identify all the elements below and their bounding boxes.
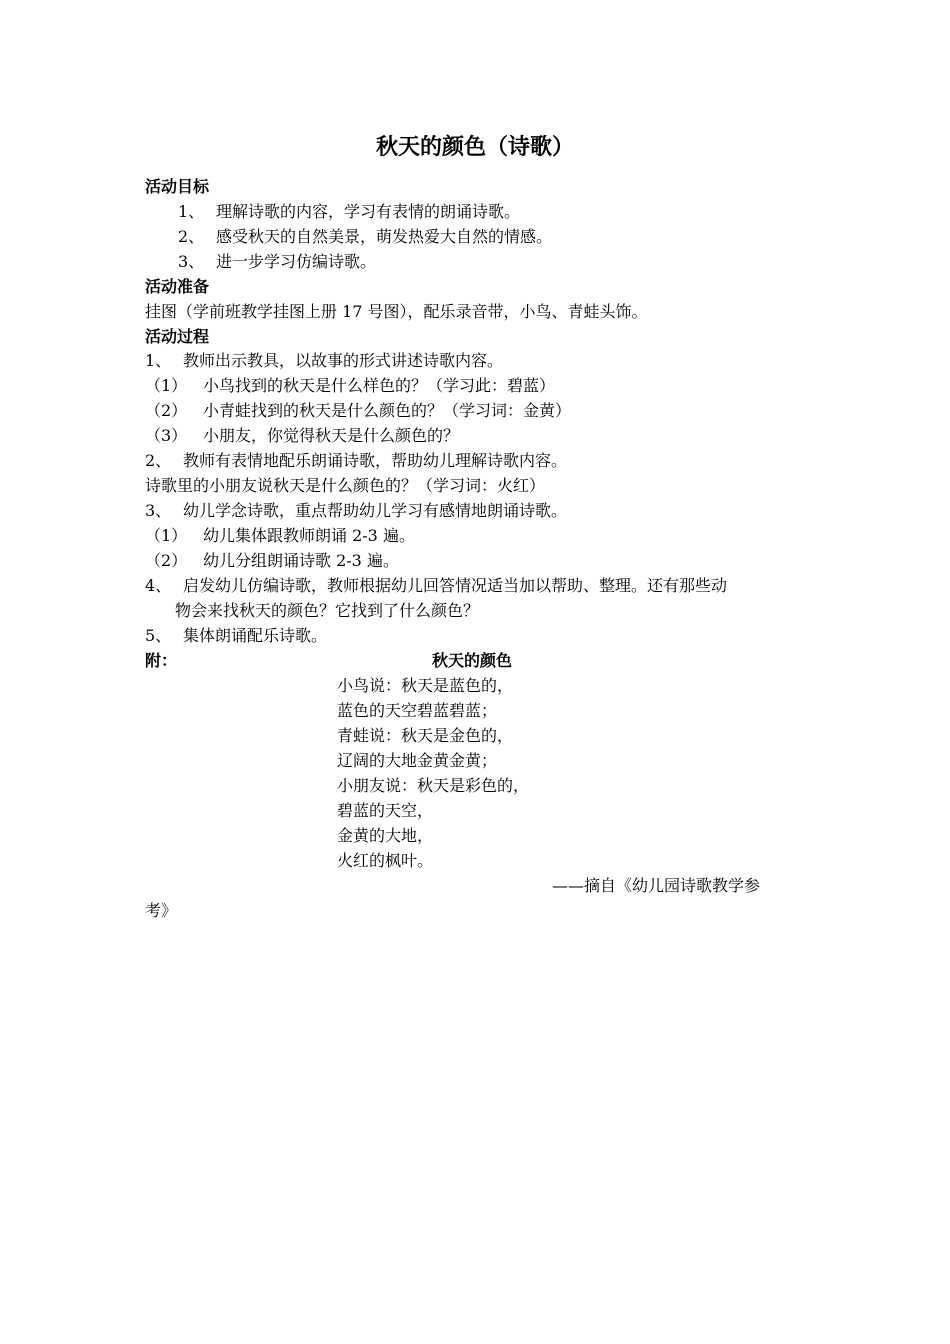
- substep-num: （1）: [145, 526, 188, 545]
- process-substep: [145, 549, 399, 573]
- substep-text: 小朋友，你觉得秋天是什么颜色的？: [203, 426, 460, 445]
- poem-line: 小鸟说：秋天是蓝色的，: [337, 676, 514, 695]
- process-step: [145, 499, 567, 523]
- step-text: 幼儿学念诗歌，重点帮助幼儿学习有感情地朗诵诗歌。: [183, 501, 568, 520]
- goal-num: 3、: [178, 252, 205, 271]
- process-step: [145, 349, 503, 373]
- process-substep: [145, 424, 459, 448]
- goal-item: [178, 250, 376, 274]
- goal-text: 感受秋天的自然美景，萌发热爱大自然的情感。: [216, 227, 553, 246]
- poem-line: 火红的枫叶。: [337, 851, 434, 870]
- step-text: 启发幼儿仿编诗歌，教师根据幼儿回答情况适当加以帮助、整理。还有那些动: [183, 576, 728, 595]
- substep-text: 小青蛙找到的秋天是什么颜色的？（学习词：金黄）: [203, 401, 572, 420]
- substep-text: 幼儿集体跟教师朗诵 2-3 遍。: [203, 526, 415, 545]
- substep-num: （2）: [145, 401, 188, 420]
- appendix-label: 附：: [145, 651, 178, 670]
- goal-num: 1、: [178, 202, 205, 221]
- substep-num: （1）: [145, 376, 188, 395]
- source-citation: ——摘自《幼儿园诗歌教学参: [552, 876, 761, 895]
- process-substep: [145, 524, 415, 548]
- prep-text: 挂图（学前班教学挂图上册 17 号图），配乐录音带，小鸟、青蛙头饰。: [145, 302, 648, 321]
- poem-line: 青蛙说：秋天是金色的，: [337, 726, 514, 745]
- process-step: [145, 624, 327, 648]
- process-substep: [145, 399, 571, 423]
- poem-title: 秋天的颜色: [432, 651, 513, 670]
- step-num: 5、: [145, 626, 172, 645]
- process-note: 诗歌里的小朋友说秋天是什么颜色的？（学习词：火红）: [145, 476, 546, 495]
- step-text: 教师出示教具，以故事的形式讲述诗歌内容。: [183, 351, 504, 370]
- source-citation-continued: 考》: [145, 901, 178, 920]
- process-step: [145, 574, 727, 598]
- goal-text: 进一步学习仿编诗歌。: [216, 252, 377, 271]
- poem-line: 碧蓝的天空，: [337, 801, 434, 820]
- substep-num: （3）: [145, 426, 188, 445]
- step-text: 教师有表情地配乐朗诵诗歌，帮助幼儿理解诗歌内容。: [183, 451, 568, 470]
- process-step: [145, 449, 567, 473]
- poem-line: 金黄的大地，: [337, 826, 434, 845]
- goals-heading: 活动目标: [145, 177, 210, 196]
- poem-line: 辽阔的大地金黄金黄；: [337, 751, 498, 770]
- step-num: 1、: [145, 351, 172, 370]
- page-title: 秋天的颜色（诗歌）: [375, 135, 574, 160]
- step-num: 3、: [145, 501, 172, 520]
- goal-item: [178, 225, 552, 249]
- step-text: 集体朗诵配乐诗歌。: [183, 626, 328, 645]
- substep-num: （2）: [145, 551, 188, 570]
- step-num: 2、: [145, 451, 172, 470]
- goal-num: 2、: [178, 227, 205, 246]
- process-substep: [145, 374, 555, 398]
- step-num: 4、: [145, 576, 172, 595]
- substep-text: 幼儿分组朗诵诗歌 2-3 遍。: [203, 551, 399, 570]
- goal-item: [178, 200, 520, 224]
- substep-text: 小鸟找到的秋天是什么样色的？（学习此：碧蓝）: [203, 376, 556, 395]
- poem-line: 蓝色的天空碧蓝碧蓝；: [337, 701, 498, 720]
- prep-heading: 活动准备: [145, 277, 210, 296]
- process-heading: 活动过程: [145, 327, 210, 346]
- poem-line: 小朋友说：秋天是彩色的，: [337, 776, 530, 795]
- step-text-continued: 物会来找秋天的颜色？它找到了什么颜色？: [175, 601, 480, 620]
- goal-text: 理解诗歌的内容，学习有表情的朗诵诗歌。: [216, 202, 521, 221]
